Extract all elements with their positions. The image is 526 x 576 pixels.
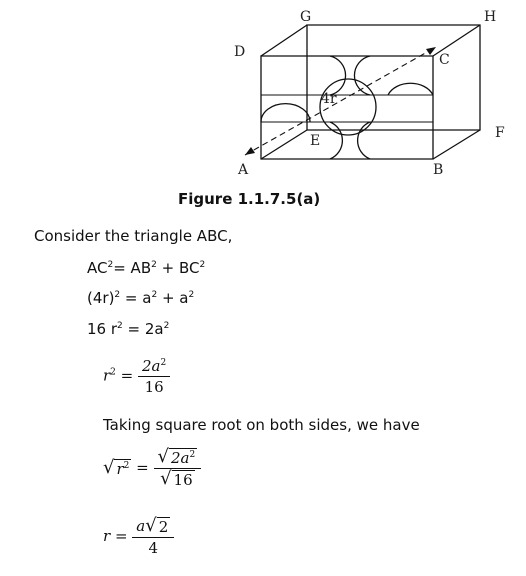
figure-caption: Figure 1.1.7.5(a) — [178, 190, 321, 208]
cube-edge-a — [261, 130, 307, 159]
corner-sphere-arc — [388, 83, 433, 95]
cube-edge-dg — [261, 25, 307, 56]
unit-cell-figure — [0, 0, 526, 190]
equation-4: $r^2$ = $\frac{2a^2}{16}$ — [103, 357, 170, 396]
intro-text: Consider the triangle ABC, — [34, 227, 233, 245]
vertex-label-a: A — [238, 162, 249, 178]
fraction: a √ 2 4 — [132, 517, 174, 557]
corner-sphere-arc — [261, 104, 310, 122]
vertex-label-g: G — [300, 9, 312, 25]
cube-edge-bf — [433, 130, 480, 159]
radius-label: 4r — [321, 91, 337, 107]
corner-sphere-arc — [358, 122, 370, 159]
vertex-label-f: F — [495, 125, 505, 141]
arrowhead-icon — [426, 47, 436, 55]
equation-2: $(4r)^2 = a^2 + a^2$ — [87, 289, 195, 307]
fraction: √ $2a^2$ √ 16 — [154, 448, 202, 489]
equation-6: r = a √ 2 4 — [103, 517, 174, 557]
sqrt-instruction: Taking square root on both sides, we have — [103, 416, 420, 434]
vertex-label-b: B — [433, 162, 444, 178]
arrowhead-icon — [245, 147, 255, 155]
vertex-label-c: C — [439, 52, 450, 68]
corner-sphere-arc — [330, 122, 342, 159]
cube-back-face — [307, 25, 480, 130]
equation-3: 16 $r^2 = 2a^2$ — [87, 320, 170, 338]
cube-front-face — [261, 56, 433, 159]
corner-sphere-arc — [330, 56, 346, 95]
fraction: $\frac{2a^2}{16}$ — [138, 357, 170, 396]
equation-5: √ $r^2$ = √ $2a^2$ √ 16 — [103, 448, 201, 489]
vertex-label-d: D — [234, 44, 246, 60]
equation-1: $AC^2= AB^2 + BC^2$ — [87, 259, 206, 277]
vertex-label-h: H — [484, 9, 497, 25]
vertex-label-e: E — [310, 133, 321, 149]
face-center-sphere — [320, 79, 376, 135]
